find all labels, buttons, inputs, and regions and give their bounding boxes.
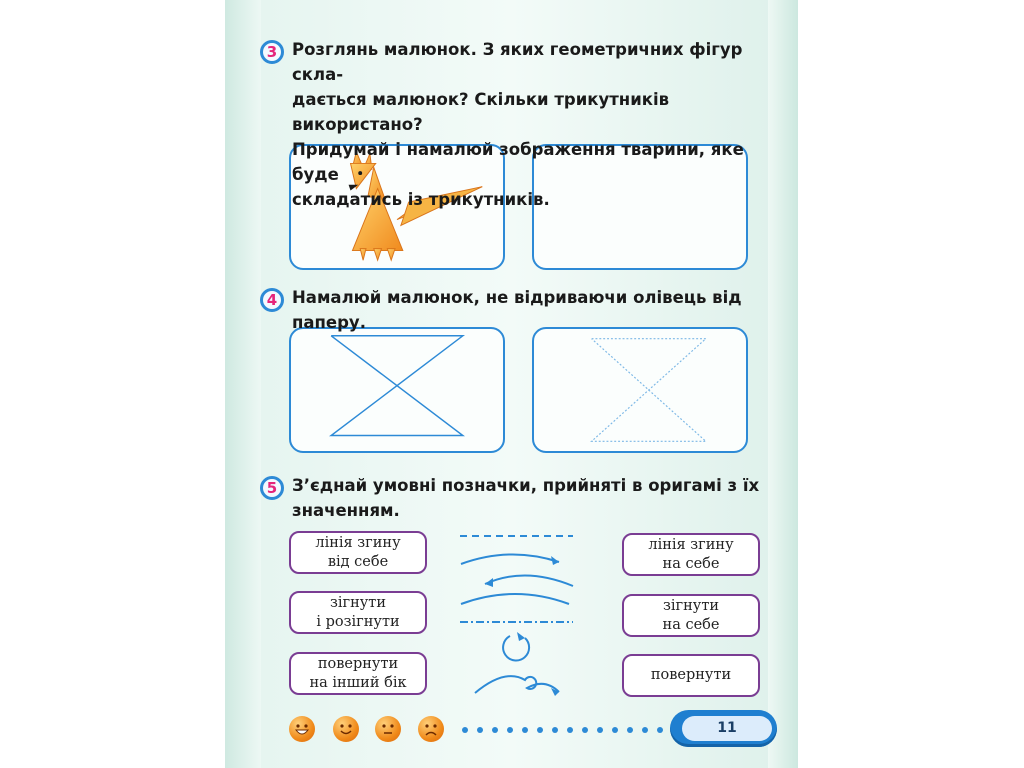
task-5-line-1: З’єднай умовні позначки, прийняті в оригамі з їх: [292, 476, 760, 495]
decor-dot: [522, 727, 528, 733]
hourglass-trace-frame[interactable]: [532, 327, 748, 453]
circle-arrow-icon[interactable]: [503, 632, 529, 660]
arc-arrow-left-icon[interactable]: [461, 575, 573, 604]
task-4-text: [292, 285, 762, 335]
legend-fold-toward[interactable]: лінія згину на себе: [622, 533, 760, 576]
decor-dot: [477, 727, 483, 733]
arc-arrow-right-icon[interactable]: [461, 554, 559, 565]
decor-dot: [507, 727, 513, 733]
page-number: 11: [682, 716, 772, 741]
decor-dot: [492, 727, 498, 733]
decor-dot: [567, 727, 573, 733]
task-4-line-1: Намалюй малюнок, не відриваючи олівець від паперу.: [292, 288, 742, 332]
legend-fold-over[interactable]: зігнути на себе: [622, 594, 760, 637]
legend-rotate[interactable]: повернути: [622, 654, 760, 697]
origami-symbols: [455, 528, 575, 703]
smiling-face-icon[interactable]: [333, 716, 359, 742]
decor-dot: [462, 727, 468, 733]
hourglass-figure: [291, 329, 503, 451]
legend-turn-over[interactable]: повернути на інший бік: [289, 652, 427, 695]
legend-fold-unfold[interactable]: зігнути і розігнути: [289, 591, 427, 634]
task-3-line-1: Розглянь малюнок. З яких геометричних фігур скла-: [292, 40, 743, 84]
hourglass-dotted-figure: [534, 329, 746, 451]
decor-dot: [612, 727, 618, 733]
decor-dot: [582, 727, 588, 733]
loop-arrow-icon[interactable]: [475, 676, 559, 696]
decor-dot: [552, 727, 558, 733]
laughing-face-icon[interactable]: [289, 716, 315, 742]
task-3-text: [292, 37, 762, 212]
sad-face-icon[interactable]: [418, 716, 444, 742]
task-3-line-2: дається малюнок? Скільки трикутників використано?: [292, 90, 670, 134]
decor-dot: [642, 727, 648, 733]
hourglass-example-frame: [289, 327, 505, 453]
neutral-face-icon[interactable]: [375, 716, 401, 742]
task-number-5: 5: [260, 476, 284, 500]
decor-dot: [537, 727, 543, 733]
task-number-3: 3: [260, 40, 284, 64]
task-5-line-2: значенням.: [292, 501, 400, 520]
task-3-line-4: складатись із трикутників.: [292, 190, 550, 209]
task-number-4: 4: [260, 288, 284, 312]
task-3-line-3: Придумай і намалюй зображення тварини, яке буде: [292, 140, 744, 184]
task-5-text: [292, 473, 762, 523]
decor-dot: [597, 727, 603, 733]
legend-fold-away[interactable]: лінія згину від себе: [289, 531, 427, 574]
decor-dot: [627, 727, 633, 733]
decor-dot: [657, 727, 663, 733]
